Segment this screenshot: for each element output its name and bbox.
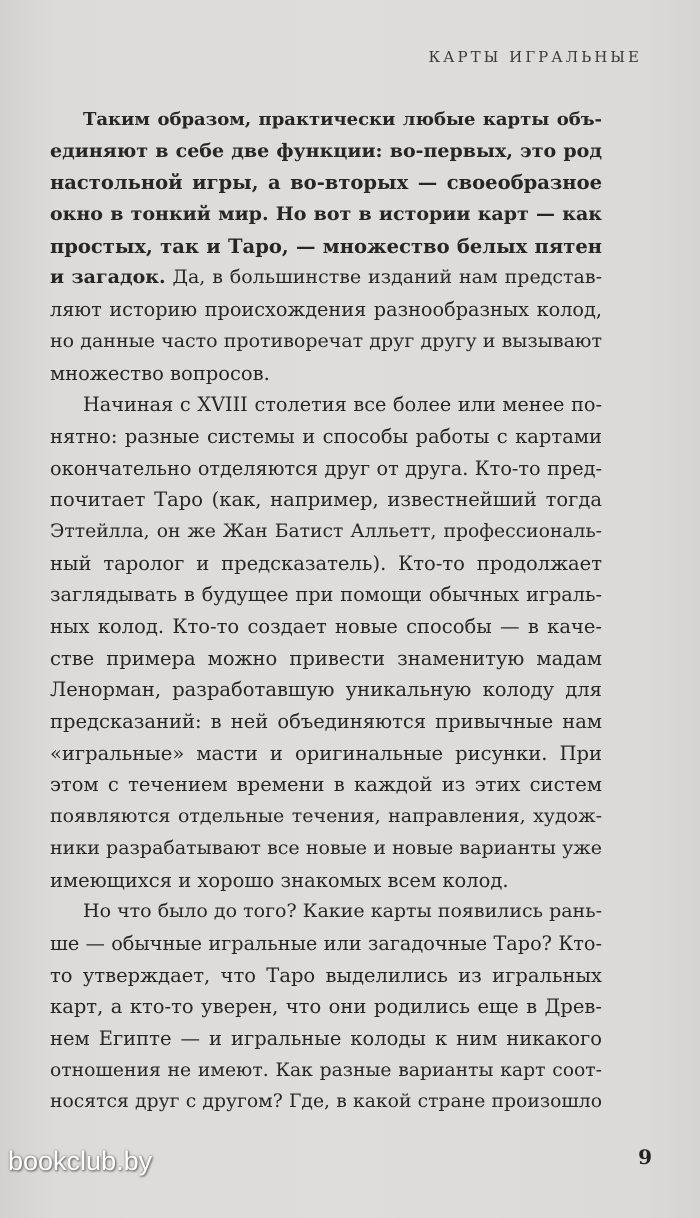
text-line: ный таролог и предсказатель). Кто-то продолжает [50, 551, 602, 575]
text-line: предсказаний: в ней объединяются привычные нам [50, 710, 602, 734]
watermark: bookclub.by [8, 1146, 153, 1176]
text-line: настольной игры, а во-вторых — своеобразное [50, 171, 602, 195]
text-line: имеющихся и хорошо знакомых всем колод. [50, 868, 509, 892]
body-text [50, 104, 602, 1118]
text-line: появляются отдельные течения, направления, худож- [50, 805, 602, 828]
text-line: отношения не имеют. Как разные варианты карт соот- [50, 1059, 602, 1081]
text-bold-run: и загадок. [50, 266, 166, 289]
text-line: но данные часто противоречат друг другу и вызывают [50, 329, 602, 352]
text-line: Но что было до того? Какие карты появились рань- [83, 900, 602, 923]
text-line: Ленорман, разработавшую уникальную колоду для [50, 678, 602, 702]
text-line: носятся друг с другом? Где, в какой стране произошло [50, 1091, 602, 1113]
text-line: простых, так и Таро, — множество белых пятен [50, 234, 602, 258]
text-line: карт, а кто-то уверен, что они родились еще в Древ- [50, 995, 602, 1019]
text-line: окно в тонкий мир. Но вот в истории карт — как [50, 203, 602, 226]
text-line: заглядывать в будущее при помощи обычных играль- [50, 583, 602, 607]
text-line: Таким образом, практически любые карты объ- [83, 109, 602, 130]
text-line: «игральные» масти и оригинальные рисунки. При [50, 741, 602, 765]
paragraph-1 [50, 104, 602, 389]
text-line: окончательно отделяются друг от друга. Кто-то пред- [50, 456, 602, 480]
text-line: стве примера можно привести знаменитую мадам [50, 646, 602, 670]
text-line: этом с течением времени в каждой из этих систем [50, 773, 602, 797]
text-regular-run: Да, в большинстве изданий нам представ- [165, 266, 602, 289]
text-line: единяют в себе две функции: во-первых, это род [50, 139, 602, 162]
text-line-mixed [50, 262, 602, 294]
text-line: ных колод. Кто-то создает новые способы — в каче- [50, 615, 602, 638]
text-line: Начиная с XVIII столетия все более или менее по- [83, 393, 602, 417]
text-line: ше — обычные игральные или загадочные Таро? Кто- [50, 931, 602, 955]
text-line: нятно: разные системы и способы работы с картами [50, 424, 602, 448]
paragraph-3 [50, 896, 602, 1118]
text-line: ляют историю происхождения разнообразных колод, [50, 298, 602, 322]
text-line: множество вопросов. [50, 361, 270, 385]
text-line: то утверждает, что Таро выделились из игральных [50, 963, 602, 987]
text-line: Эттейлла, он же Жан Батист Алльетт, профессиональ- [50, 520, 602, 542]
paragraph-2 [50, 389, 602, 896]
text-line: почитает Таро (как, например, известнейший тогда [50, 488, 602, 512]
page-number: 9 [638, 1145, 652, 1169]
text-line: нем Египте — и игральные колоды к ним никакого [50, 1026, 602, 1050]
running-head: КАРТЫ ИГРАЛЬНЫЕ [428, 48, 642, 66]
text-line: ники разрабатывают все новые и новые варианты уже [50, 836, 602, 859]
